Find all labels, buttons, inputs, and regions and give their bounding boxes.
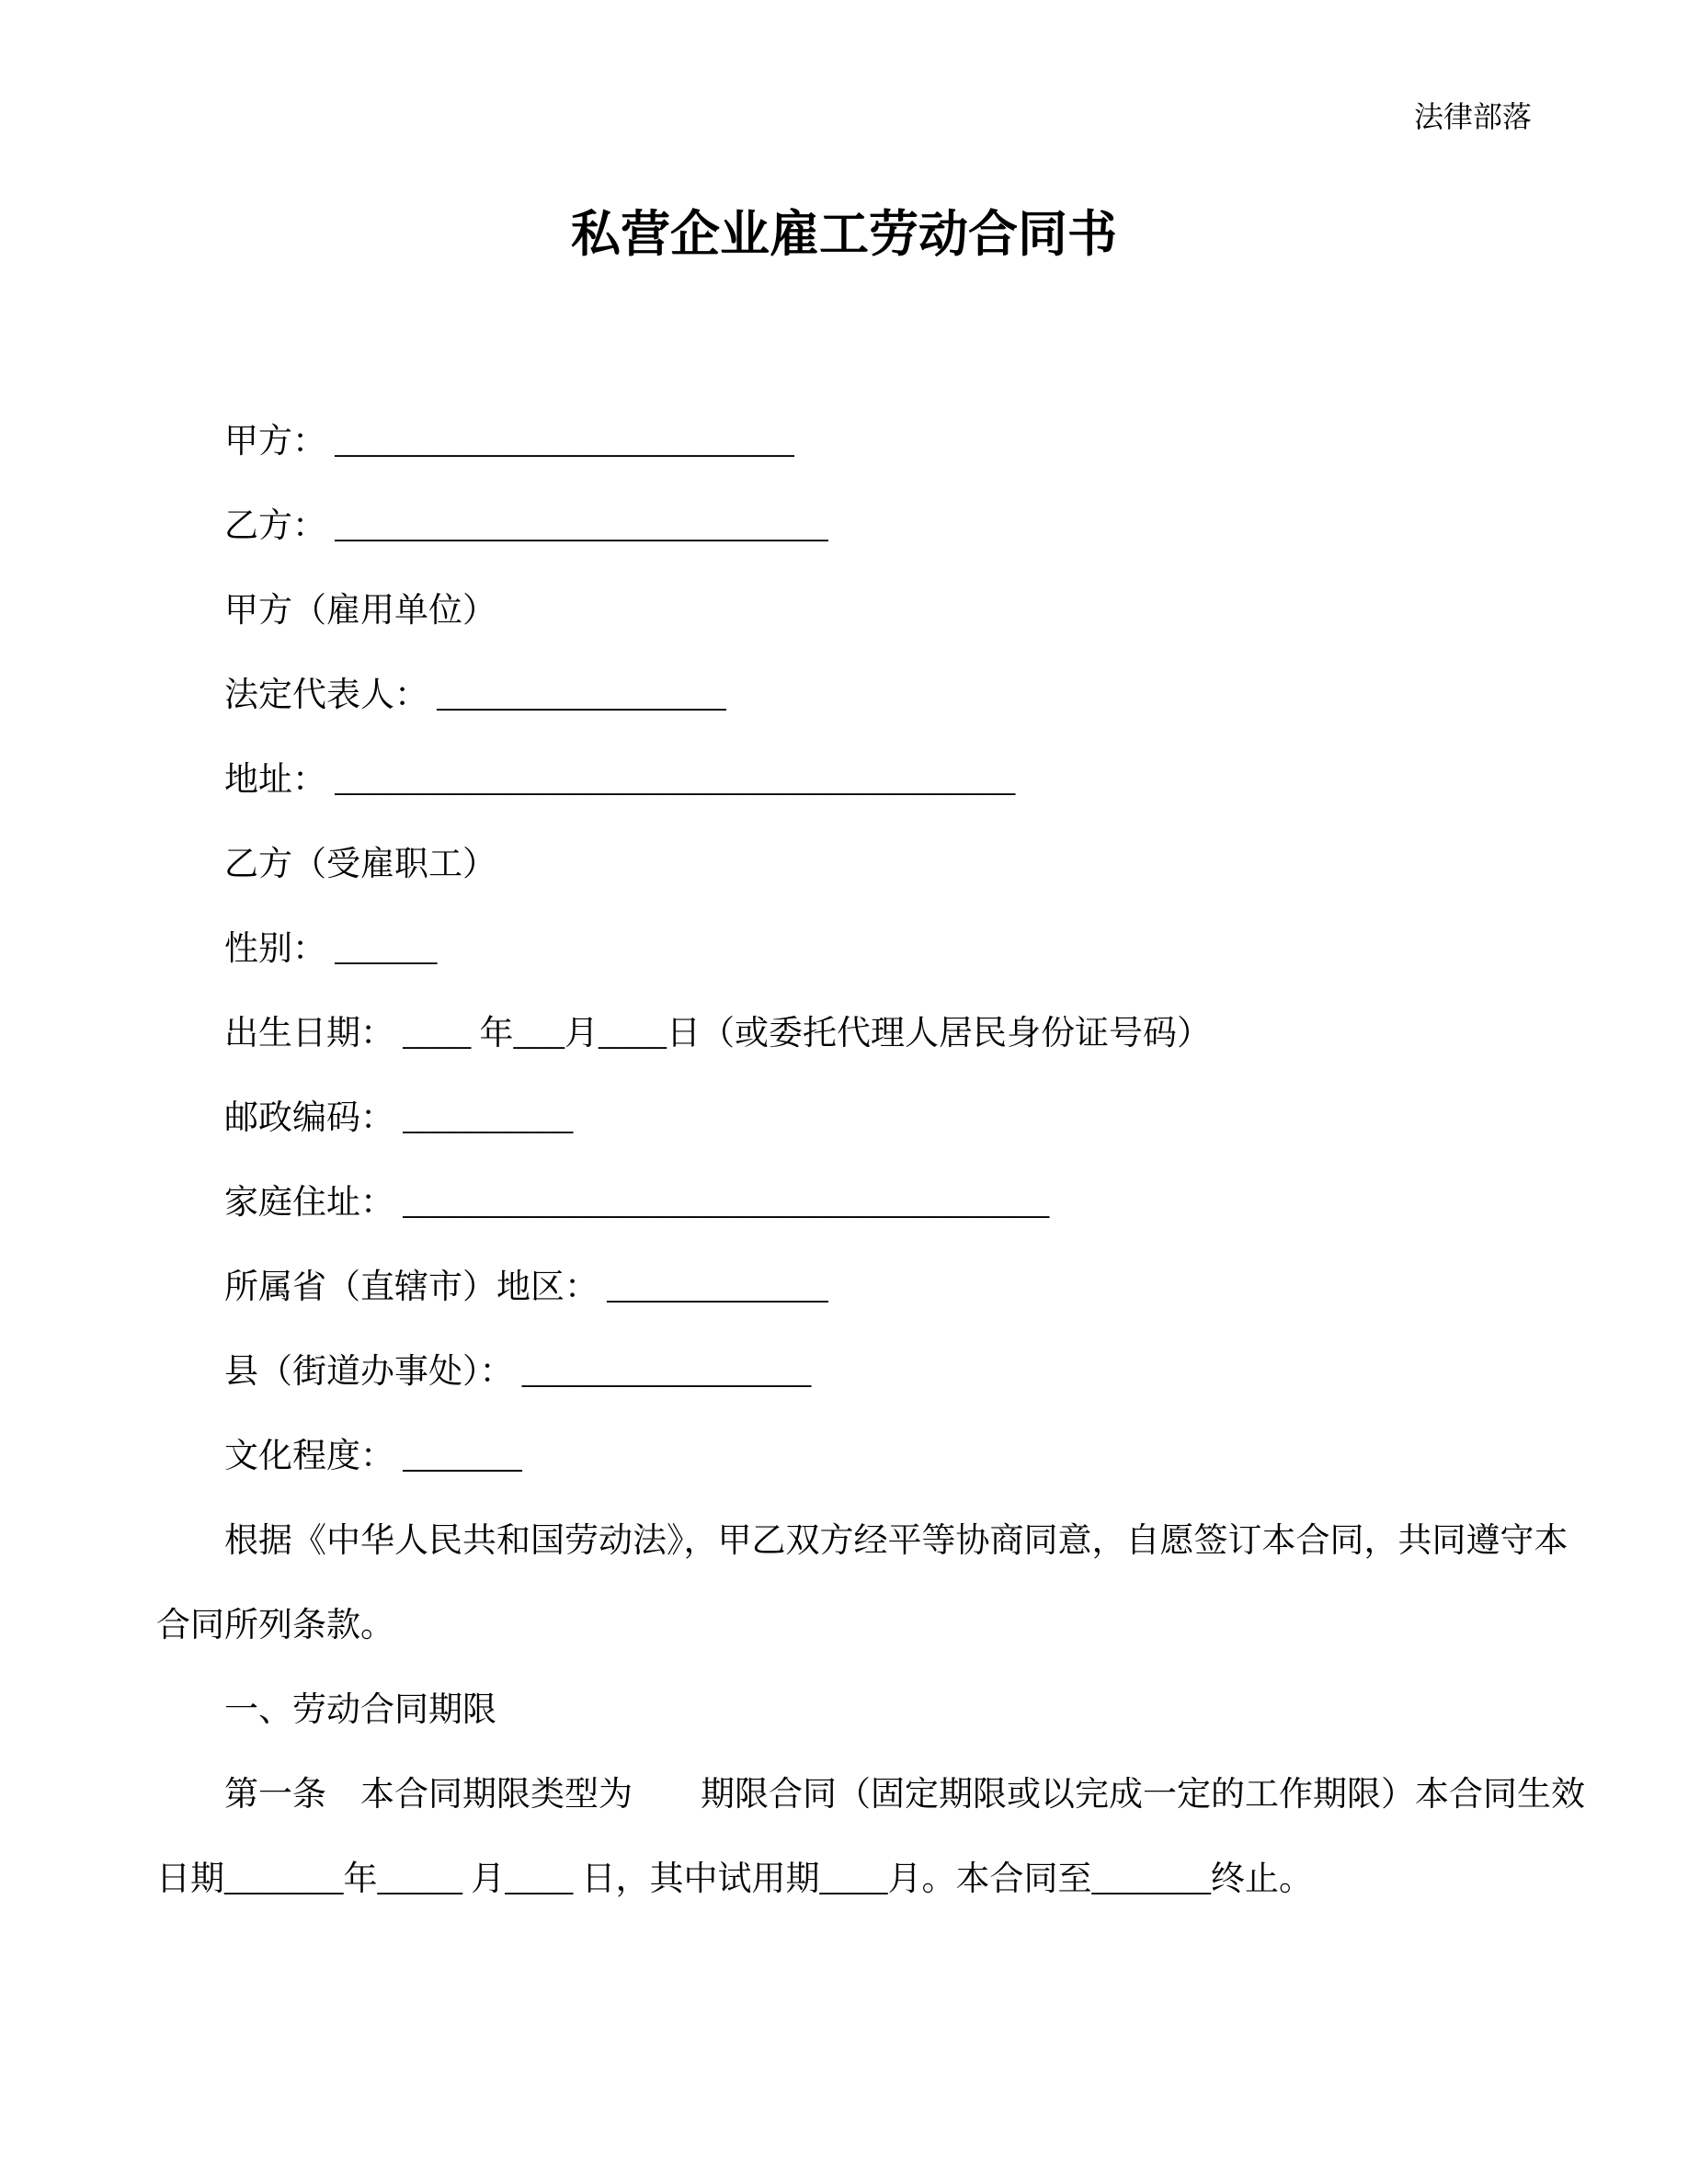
party-a-label: 甲方： xyxy=(224,423,326,461)
county-label: 县（街道办事处）： xyxy=(224,1353,514,1391)
address-blank-line: ________________________________________ xyxy=(326,761,1016,799)
county-blank-line: _________________ xyxy=(513,1353,812,1391)
intro-paragraph-line-2: 合同所列条款。 xyxy=(156,1607,394,1644)
birth-date-label: 出生日期： xyxy=(224,1015,394,1052)
home-address-label: 家庭住址： xyxy=(224,1184,394,1222)
party-a-heading-label: 甲方（雇用单位） xyxy=(224,592,496,630)
party-a-blank-line: ___________________________ xyxy=(326,423,794,461)
party-b-blank-line: _____________________________ xyxy=(326,507,828,545)
birth-date-tail-text: 年___月____日（或委托代理人居民身份证号码） xyxy=(471,1015,1211,1052)
section-1-heading: 一、劳动合同期限 xyxy=(224,1691,496,1729)
education-label: 文化程度： xyxy=(224,1438,394,1475)
intro-paragraph-line-1: 根据《中华人民共和国劳动法》，甲乙双方经平等协商同意，自愿签订本合同，共同遵守本 xyxy=(224,1522,1568,1560)
field-row-home-address xyxy=(156,1161,1532,1246)
postal-code-label: 邮政编码： xyxy=(224,1099,394,1137)
article-1-line-1: 第一条 本合同期限类型为 期限合同（固定期限或以完成一定的工作期限）本合同生效 xyxy=(224,1776,1585,1814)
gender-label: 性别： xyxy=(224,930,326,968)
field-row-gender xyxy=(156,907,1532,992)
document-title: 私营企业雇工劳动合同书 xyxy=(571,207,1117,262)
field-row-legal-representative xyxy=(156,654,1532,738)
party-b-heading-label: 乙方（受雇职工） xyxy=(224,846,496,883)
contract-body xyxy=(156,400,1585,1922)
article-1-line-2: 日期_______年_____ 月____ 日，其中试用期____月。本合同至_______终止。 xyxy=(156,1860,1313,1898)
birth-date-blank-line: ____ xyxy=(394,1015,472,1052)
home-address-blank-line: ______________________________________ xyxy=(394,1184,1050,1222)
field-row-birth-date xyxy=(156,992,1532,1076)
field-row-education xyxy=(156,1415,1532,1499)
province-blank-line: _____________ xyxy=(599,1268,828,1306)
party-b-label: 乙方： xyxy=(224,507,326,545)
education-blank-line: _______ xyxy=(394,1438,522,1475)
field-row-address xyxy=(156,738,1532,823)
legal-representative-blank-line: _________________ xyxy=(428,677,726,714)
brand-mark: 法律部落 xyxy=(1413,100,1532,133)
field-row-postal-code xyxy=(156,1076,1532,1161)
field-row-party-a-heading xyxy=(156,569,1532,654)
postal-code-blank-line: __________ xyxy=(394,1099,574,1137)
province-label: 所属省（直辖市）地区： xyxy=(224,1268,599,1306)
field-row-party-b-heading xyxy=(156,823,1532,907)
legal-representative-label: 法定代表人： xyxy=(224,677,428,714)
address-label: 地址： xyxy=(224,761,326,799)
field-row-party-b xyxy=(156,484,1532,569)
field-row-county xyxy=(156,1330,1532,1415)
field-row-province xyxy=(156,1246,1532,1330)
gender-blank-line: ______ xyxy=(326,930,438,968)
field-row-party-a xyxy=(156,400,1532,484)
